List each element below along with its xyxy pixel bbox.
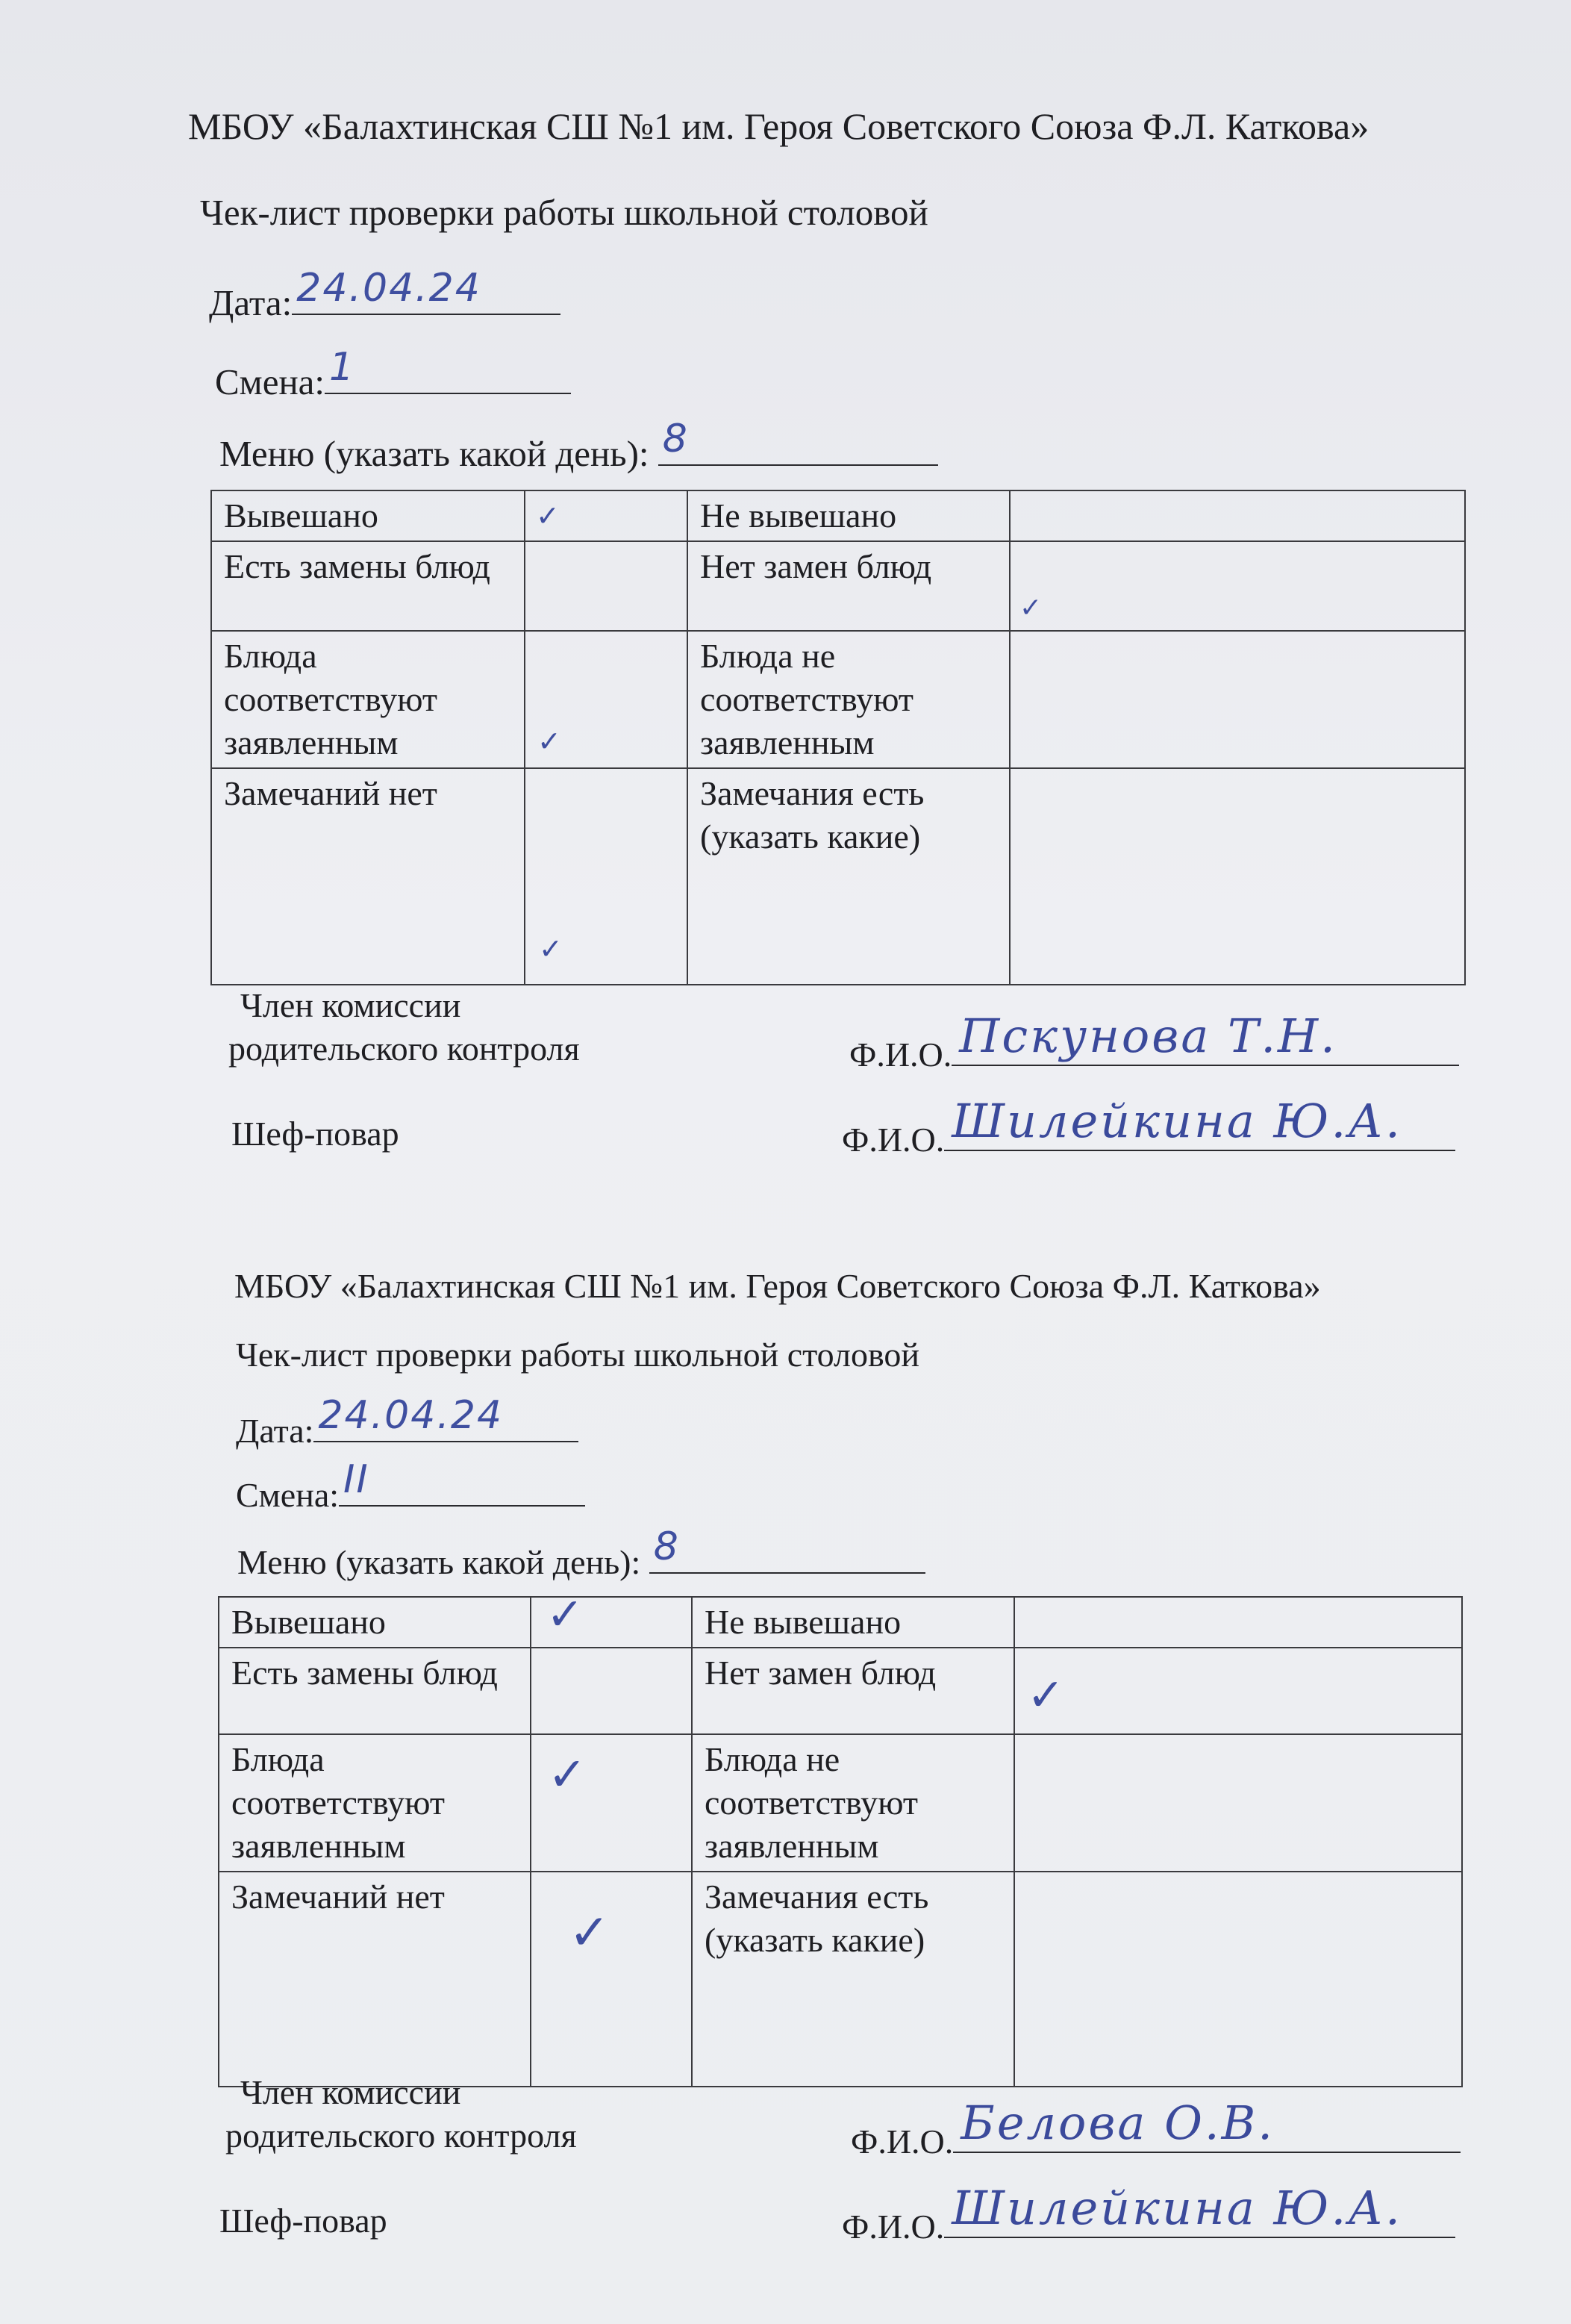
cell-no-remarks-label: Замечаний нет (219, 1872, 531, 2087)
check-mark: ✓ (548, 1747, 587, 1801)
table-row (219, 1734, 1462, 1872)
menu-row (237, 1524, 925, 1582)
cell-no-match-label: Блюда не соответствуют заявленным (692, 1734, 1014, 1872)
cell-remarks-label: Замечания есть (указать какие) (692, 1872, 1014, 2087)
cell-no-remarks-mark[interactable] (525, 768, 687, 985)
chef-fio-row (842, 1094, 1455, 1159)
check-mark: ✓ (537, 725, 561, 758)
chef-fio-row (842, 2181, 1455, 2246)
chef-label: Шеф-повар (219, 2202, 387, 2240)
member-signature-field[interactable] (952, 1009, 1459, 1066)
cell-no-replacements-label: Нет замен блюд (692, 1648, 1014, 1734)
menu-field[interactable] (658, 417, 938, 466)
menu-label: Меню (указать какой день): (219, 433, 649, 474)
fio-label: Ф.И.О. (849, 1035, 952, 1074)
cell-no-match-mark[interactable] (1010, 631, 1465, 768)
check-mark: ✓ (569, 1904, 610, 1961)
date-value: 24.04.24 (296, 266, 481, 311)
menu-row (219, 417, 938, 475)
member-fio-row (849, 1009, 1459, 1074)
check-mark: ✓ (1019, 593, 1043, 623)
check-mark: ✓ (546, 1589, 584, 1641)
shift-row (215, 345, 571, 403)
shift-value: 1 (329, 345, 356, 390)
shift-field[interactable] (339, 1457, 585, 1507)
chef-signature-field[interactable] (944, 1094, 1455, 1151)
cell-not-hung-mark[interactable] (1014, 1597, 1462, 1648)
checklist-table (210, 490, 1466, 985)
form-title: Чек-лист проверки работы школьной столовой (236, 1336, 920, 1374)
check-mark: ✓ (539, 932, 563, 965)
date-label: Дата: (209, 282, 293, 323)
shift-label: Смена: (215, 361, 325, 402)
cell-match-label: Блюда соответствуют заявленным (211, 631, 525, 768)
checklist-table (218, 1589, 1463, 2087)
fio-label: Ф.И.О. (851, 2122, 954, 2161)
date-row (209, 266, 560, 324)
cell-replacements-label: Есть замены блюд (219, 1648, 531, 1734)
table-row (219, 1648, 1462, 1734)
cell-replacements-label: Есть замены блюд (211, 541, 525, 631)
table-row (219, 1872, 1462, 2087)
member-signature: Пскунова Т.Н. (959, 1009, 1337, 1063)
member-label-line2: родительского контроля (228, 1029, 580, 1068)
shift-row (236, 1457, 585, 1515)
date-row (236, 1393, 578, 1451)
cell-hung-label: Вывешано (219, 1597, 531, 1648)
cell-match-label: Блюда соответствуют заявленным (219, 1734, 531, 1872)
cell-hung-label: Вывешано (211, 490, 525, 541)
fio-label: Ф.И.О. (842, 1121, 945, 1159)
shift-label: Смена: (236, 1476, 340, 1514)
menu-label: Меню (указать какой день): (237, 1543, 641, 1581)
cell-remarks-text[interactable] (1010, 768, 1465, 985)
member-signature: Белова О.В. (961, 2096, 1275, 2150)
member-fio-row (851, 2096, 1461, 2161)
chef-signature: Шилейкина Ю.А. (952, 1094, 1402, 1148)
member-label-line2: родительского контроля (225, 2116, 577, 2155)
cell-no-match-mark[interactable] (1014, 1734, 1462, 1872)
fio-label: Ф.И.О. (842, 2208, 945, 2246)
cell-replacements-mark[interactable] (531, 1648, 692, 1734)
form-title: Чек-лист проверки работы школьной столовой (200, 192, 928, 233)
member-label-line1: Член комиссии (240, 2073, 461, 2111)
chef-signature-field[interactable] (944, 2181, 1455, 2238)
shift-value: II (343, 1457, 369, 1502)
cell-match-mark[interactable] (525, 631, 687, 768)
member-label-line1: Член комиссии (240, 986, 461, 1024)
chef-signature: Шилейкина Ю.А. (952, 2181, 1402, 2235)
cell-no-replacements-label: Нет замен блюд (687, 541, 1010, 631)
cell-no-remarks-mark[interactable] (531, 1872, 692, 2087)
member-signature-field[interactable] (953, 2096, 1461, 2153)
cell-match-mark[interactable] (531, 1734, 692, 1872)
cell-no-remarks-label: Замечаний нет (211, 768, 525, 985)
cell-not-hung-label: Не вывешано (692, 1597, 1014, 1648)
check-mark: ✓ (1027, 1669, 1065, 1722)
menu-value: 8 (653, 1524, 680, 1569)
date-label: Дата: (236, 1412, 314, 1450)
cell-not-hung-label: Не вывешано (687, 490, 1010, 541)
date-value: 24.04.24 (318, 1393, 504, 1438)
school-name: МБОУ «Балахтинская СШ №1 им. Героя Советского Союза Ф.Л. Каткова» (188, 105, 1369, 147)
date-field[interactable] (292, 266, 560, 315)
school-name: МБОУ «Балахтинская СШ №1 им. Героя Советского Союза Ф.Л. Каткова» (234, 1267, 1321, 1305)
cell-remarks-text[interactable] (1014, 1872, 1462, 2087)
cell-no-replacements-mark[interactable] (1014, 1648, 1462, 1734)
menu-field[interactable] (649, 1524, 925, 1574)
menu-value: 8 (662, 417, 689, 461)
cell-replacements-mark[interactable] (525, 541, 687, 631)
cell-no-replacements-mark[interactable] (1010, 541, 1465, 631)
cell-hung-mark[interactable] (525, 490, 687, 541)
chef-label: Шеф-повар (231, 1115, 399, 1153)
cell-hung-mark[interactable] (531, 1589, 692, 1648)
cell-remarks-label: Замечания есть (указать какие) (687, 768, 1010, 985)
table-row (211, 490, 1465, 541)
cell-no-match-label: Блюда не соответствуют заявленным (687, 631, 1010, 768)
shift-field[interactable] (325, 345, 571, 394)
table-row (211, 541, 1465, 631)
check-mark: ✓ (536, 499, 560, 532)
table-row (211, 768, 1465, 985)
date-field[interactable] (313, 1393, 578, 1442)
table-row (219, 1597, 1462, 1648)
table-row (211, 631, 1465, 768)
cell-not-hung-mark[interactable] (1010, 490, 1465, 541)
